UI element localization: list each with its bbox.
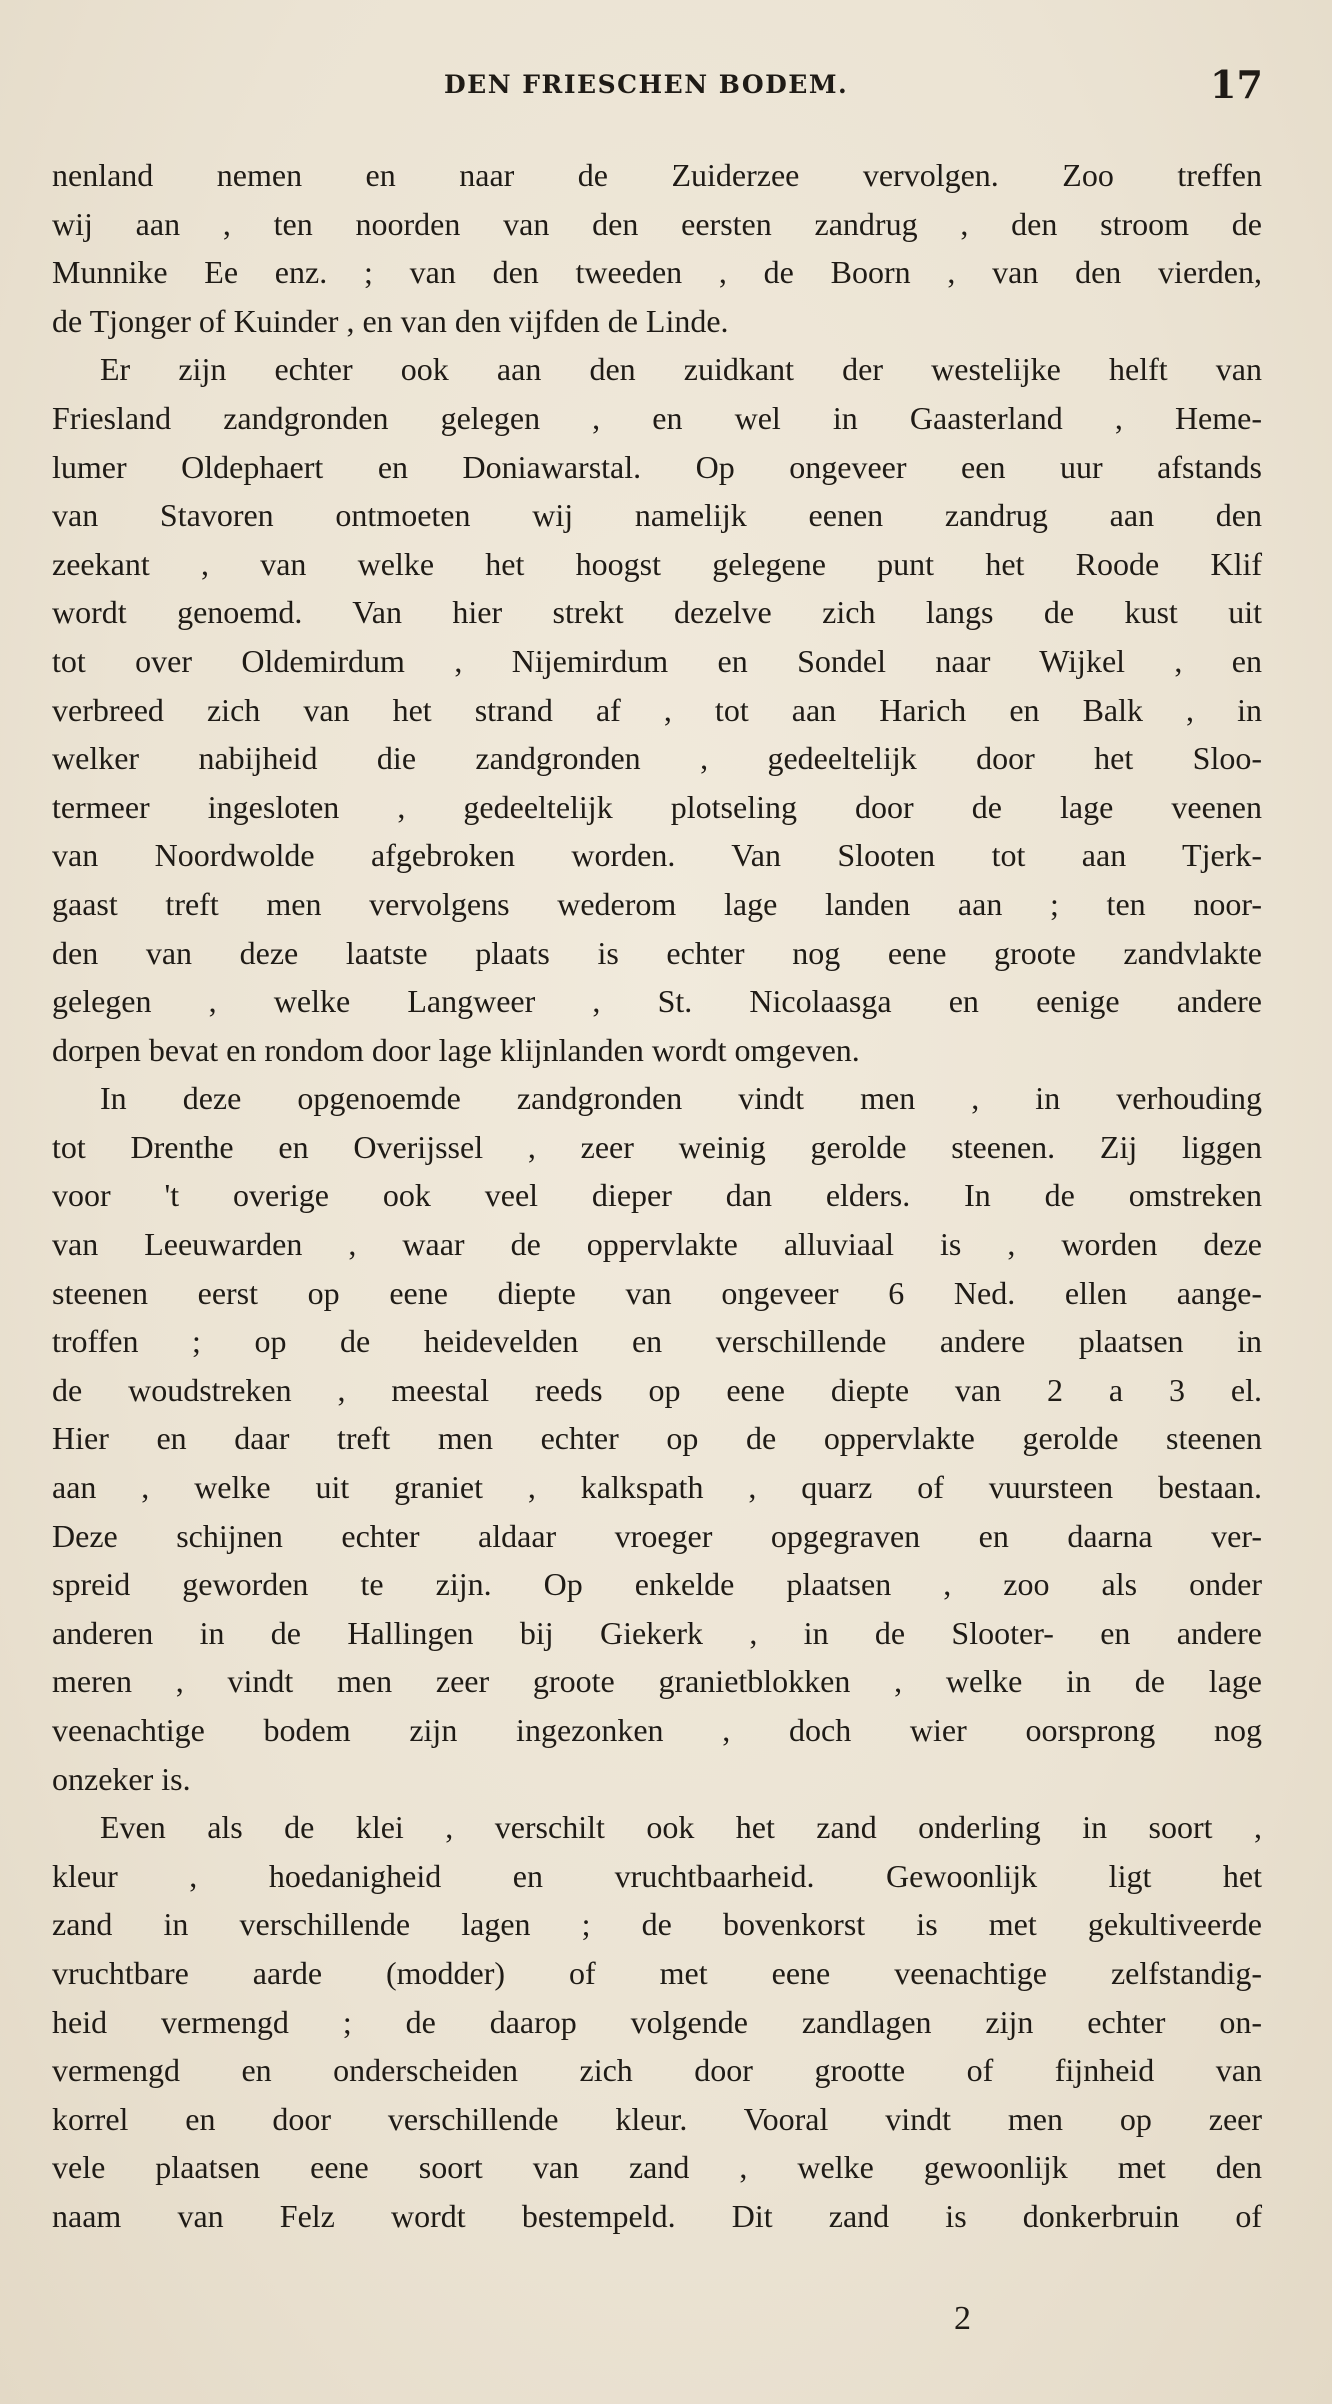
text-line: korrel en door verschillende kleur. Vooral vindt men op zeer (52, 2100, 1262, 2137)
text-line: lumer Oldephaert en Doniawarstal. Op ongeveer een uur afstands (52, 448, 1262, 485)
text-line: zand in verschillende lagen ; de bovenkorst is met gekultiveerde (52, 1906, 1262, 1943)
text-line: de woudstreken , meestal reeds op eene diepte van 2 a 3 el. (52, 1371, 1262, 1408)
text-line: wordt genoemd. Van hier strekt dezelve zich langs de kust uit (52, 594, 1262, 631)
text-line: zeekant , van welke het hoogst gelegene punt het Roode Klif (52, 545, 1262, 582)
text-line: welker nabijheid die zandgronden , gedeeltelijk door het Sloo- (52, 740, 1262, 777)
text-line: van Stavoren ontmoeten wij namelijk eenen zandrug aan den (52, 497, 1262, 534)
text-line: veenachtige bodem zijn ingezonken , doch wier oorsprong nog (52, 1712, 1262, 1748)
text-line: verbreed zich van het strand af , tot aan Harich en Balk , in (52, 691, 1262, 728)
text-line: Er zijn echter ook aan den zuidkant der westelijke helft van (100, 351, 1262, 388)
text-line: anderen in de Hallingen bij Giekerk , in de Slooter- en andere (52, 1614, 1262, 1651)
text-line: spreid geworden te zijn. Op enkelde plaatsen , zoo als onder (52, 1566, 1262, 1603)
text-line: gelegen , welke Langweer , St. Nicolaasga en eenige andere (52, 983, 1262, 1020)
signature-mark: 2 (954, 2300, 971, 2337)
text-line: gaast treft men vervolgens wederom lage landen aan ; ten noor- (52, 885, 1262, 922)
text-line: troffen ; op de heidevelden en verschillende andere plaatsen in (52, 1323, 1262, 1360)
text-line: Hier en daar treft men echter op de oppervlakte gerolde steenen (52, 1420, 1262, 1457)
text-line: de Tjonger of Kuinder , en van den vijfden de Linde. (52, 302, 729, 339)
running-head (0, 62, 1332, 112)
text-line: van Noordwolde afgebroken worden. Van Slooten tot aan Tjerk- (52, 837, 1262, 874)
text-line: onzeker is. (52, 1760, 191, 1797)
text-line: tot over Oldemirdum , Nijemirdum en Sondel naar Wijkel , en (52, 642, 1262, 679)
text-line: tot Drenthe en Overijssel , zeer weinig gerolde steenen. Zij liggen (52, 1128, 1262, 1165)
text-line: vele plaatsen eene soort van zand , welke gewoonlijk met den (52, 2149, 1262, 2186)
text-line: kleur , hoedanigheid en vruchtbaarheid. Gewoonlijk ligt het (52, 1857, 1262, 1894)
text-line: van Leeuwarden , waar de oppervlakte alluviaal is , worden deze (52, 1226, 1262, 1263)
text-line: vruchtbare aarde (modder) of met eene veenachtige zelfstandig- (52, 1954, 1262, 1991)
text-line: aan , welke uit graniet , kalkspath , quarz of vuursteen bestaan. (52, 1469, 1262, 1506)
text-line: wij aan , ten noorden van den eersten zandrug , den stroom de (52, 205, 1262, 242)
text-line: Munnike Ee enz. ; van den tweeden , de Boorn , van den vierden, (52, 254, 1262, 291)
text-line: den van deze laatste plaats is echter nog eene groote zandvlakte (52, 934, 1262, 971)
page-number: 17 (1210, 62, 1263, 107)
text-line: Friesland zandgronden gelegen , en wel in Gaasterland , Heme- (52, 399, 1262, 436)
text-line: Deze schijnen echter aldaar vroeger opgegraven en daarna ver- (52, 1517, 1262, 1554)
text-line: naam van Felz wordt bestempeld. Dit zand is donkerbruin of (52, 2197, 1262, 2234)
text-line: voor 't overige ook veel dieper dan elders. In de omstreken (52, 1177, 1262, 1214)
text-line: steenen eerst op eene diepte van ongeveer 6 Ned. ellen aange- (52, 1274, 1262, 1311)
text-line: nenland nemen en naar de Zuiderzee vervolgen. Zoo treffen (52, 157, 1262, 193)
text-line: In deze opgenoemde zandgronden vindt men , in verhouding (100, 1080, 1262, 1117)
body-text (52, 151, 1262, 2241)
text-line: meren , vindt men zeer groote granietblokken , welke in de lage (52, 1663, 1262, 1700)
text-line: Even als de klei , verschilt ook het zand onderling in soort , (100, 1809, 1262, 1846)
text-line: vermengd en onderscheiden zich door grootte of fijnheid van (52, 2052, 1262, 2089)
text-line: dorpen bevat en rondom door lage klijnlanden wordt omgeven. (52, 1031, 860, 1068)
text-line: heid vermengd ; de daarop volgende zandlagen zijn echter on- (52, 2003, 1262, 2040)
text-line: termeer ingesloten , gedeeltelijk plotseling door de lage veenen (52, 788, 1262, 825)
running-title: DEN FRIESCHEN BODEM. (444, 70, 849, 99)
